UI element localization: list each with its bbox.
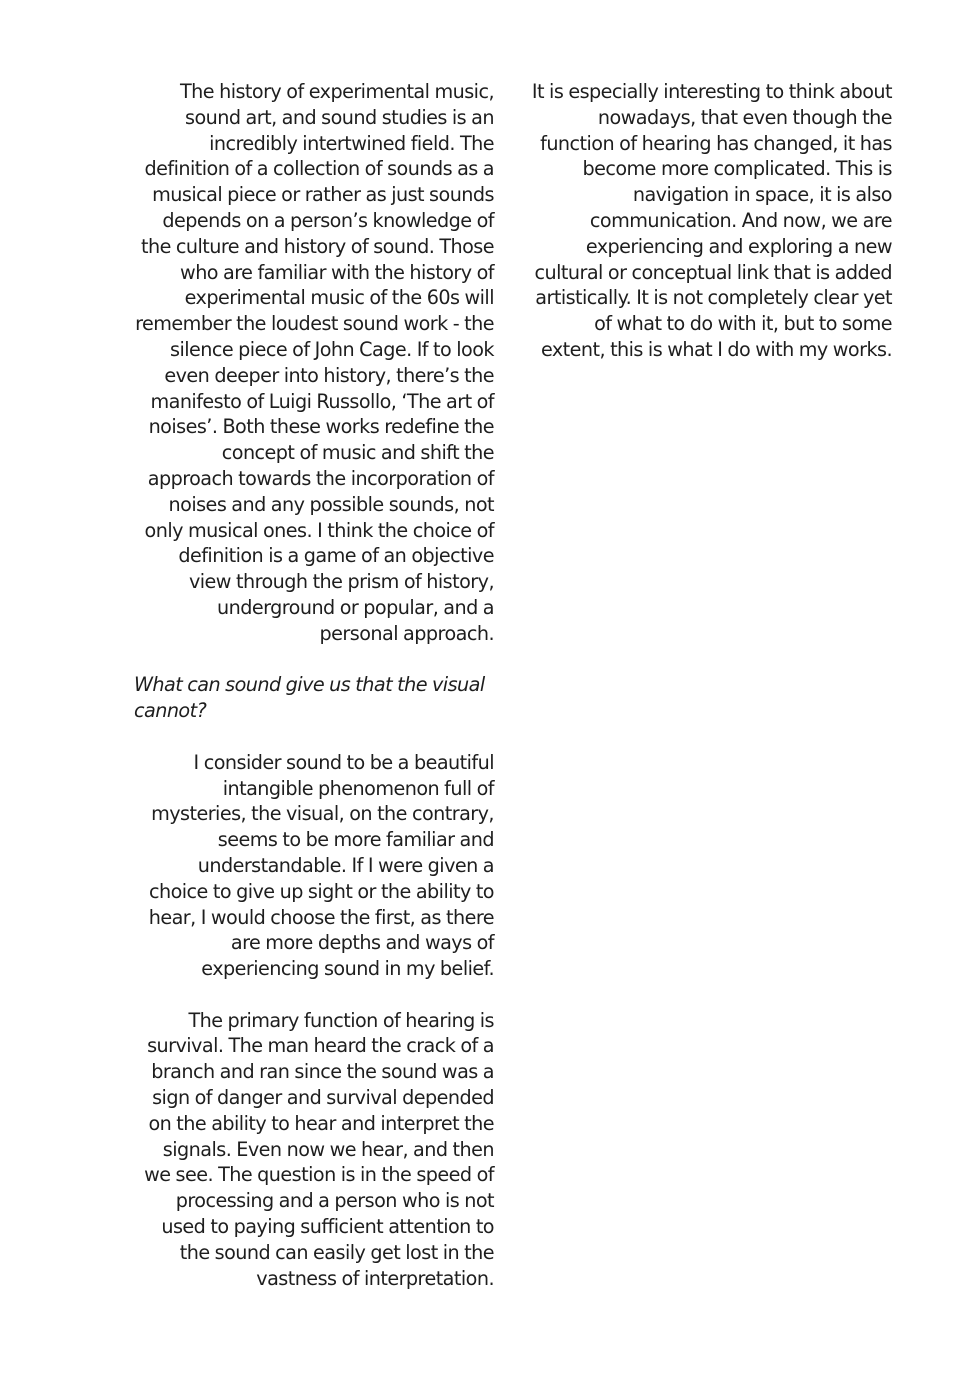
right-column: [530, 79, 892, 363]
interview-question: What can sound give us that the visual cannot?: [134, 673, 485, 723]
body-paragraph: The primary function of hearing is survival. The man heard the crack of a branch and ran since the sound was a sign of danger and survival depended on the ability to hear and interpret the signals. Even now we hear, and then we see. The question is in the speed of processing and a person who is not used to paying sufficient attention to the sound can easily get lost in the vastness of interpretation.: [144, 1008, 494, 1290]
left-column: [134, 79, 494, 1291]
body-paragraph: The history of experimental music, sound art, and sound studies is an incredibly intertwined field. The definition of a collection of sounds as a musical piece or rather as just sounds depends on a person’s knowledge of the culture and history of sound. Those who are familiar with the history of experimental music of the 60s will remember the loudest sound work - the silence piece of John Cage. If to look even deeper into history, there’s the manifesto of Luigi Russollo, ‘The art of noises’. Both these works redefine the concept of music and shift the approach towards the incorporation of noises and any possible sounds, not only musical ones. I think the choice of definition is a game of an objective view through the prism of history, underground or popular, and a personal approach.: [135, 80, 494, 645]
body-paragraph: It is especially interesting to think about nowadays, that even though the function of hearing has changed, it has become more complicated. This is navigation in space, it is also communication. And now, we are experiencing and exploring a new cultural or conceptual link that is added artistically. It is not completely clear yet of what to do with it, but to some extent, this is what I do with my works.: [531, 80, 892, 361]
body-paragraph: I consider sound to be a beautiful intangible phenomenon full of mysteries, the visual, on the contrary, seems to be more familiar and understandable. If I were given a choice to give up sight or the ability to hear, I would choose the first, as there are more depths and ways of experiencing sound in my belief.: [148, 750, 494, 981]
